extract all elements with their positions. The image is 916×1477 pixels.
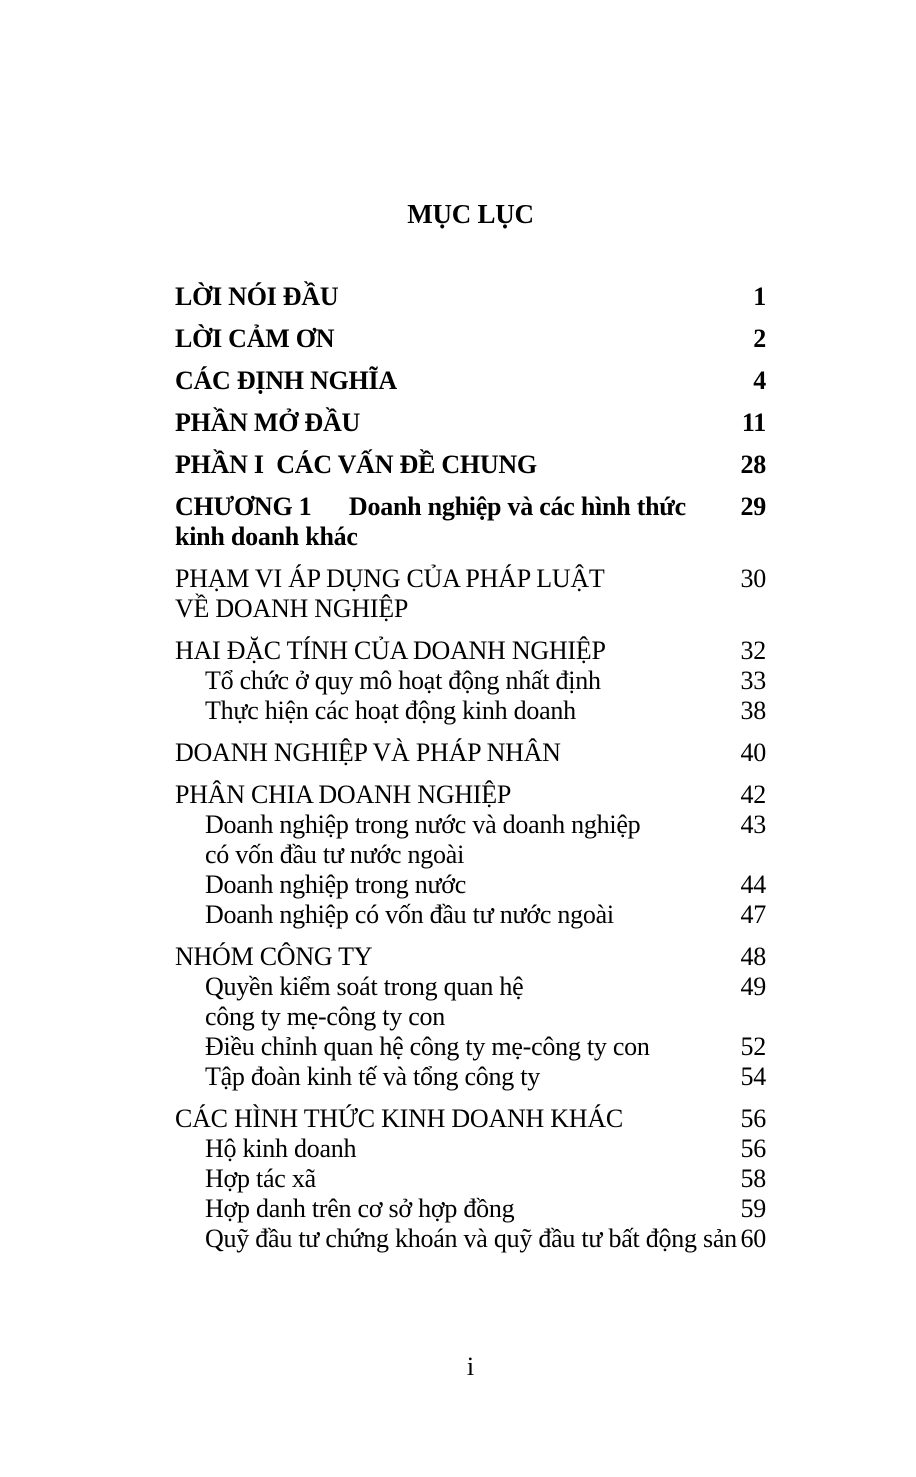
toc-entry-line: công ty mẹ-công ty con: [205, 1002, 445, 1031]
toc-entry-title: [175, 810, 714, 870]
toc-entry-page: 59: [740, 1194, 766, 1223]
toc-entry: [175, 1194, 766, 1224]
toc-entry-line: Doanh nghiệp trong nước và doanh nghiệp: [205, 810, 641, 839]
table-of-contents: [175, 197, 766, 1254]
toc-entry: [175, 1104, 766, 1134]
toc-entry-title: [175, 900, 714, 930]
toc-entry-line: VỀ DOANH NGHIỆP: [175, 594, 409, 623]
toc-entry: [175, 780, 766, 810]
toc-entry-title: [175, 696, 714, 726]
toc-entry: [175, 636, 766, 666]
toc-entry-page: 4: [753, 366, 766, 395]
toc-entry: [175, 900, 766, 930]
toc-entry-page: 43: [740, 810, 766, 839]
toc-entry-line: PHÂN CHIA DOANH NGHIỆP: [175, 780, 512, 809]
toc-entry: [175, 666, 766, 696]
toc-entry-line: Hộ kinh doanh: [205, 1134, 357, 1163]
toc-entry-title: [175, 1104, 714, 1134]
toc-entry-title: [175, 942, 714, 972]
toc-entry-title: [175, 1032, 714, 1062]
toc-entry: [175, 1224, 766, 1254]
toc-entry-line: NHÓM CÔNG TY: [175, 942, 373, 971]
toc-entry-line: Thực hiện các hoạt động kinh doanh: [205, 696, 576, 725]
toc-entry-line: Doanh nghiệp có vốn đầu tư nước ngoài: [205, 900, 614, 929]
toc-entry-line: có vốn đầu tư nước ngoài: [205, 840, 465, 869]
toc-entry-line: Quỹ đầu tư chứng khoán và quỹ đầu tư bất động sản: [205, 1224, 737, 1253]
toc-entry-page: 33: [740, 666, 766, 695]
toc-entry-page: 28: [740, 450, 766, 479]
toc-entry-line: CÁC HÌNH THỨC KINH DOANH KHÁC: [175, 1104, 623, 1133]
toc-entry-line: kinh doanh khác: [175, 522, 358, 551]
toc-entry-title: [175, 450, 714, 480]
toc-entry-line: Hợp danh trên cơ sở hợp đồng: [205, 1194, 515, 1223]
toc-entry-title: [175, 738, 714, 768]
toc-entry-page: 54: [740, 1062, 766, 1091]
toc-entry-page: 40: [740, 738, 766, 767]
toc-entry-page: 60: [740, 1224, 766, 1253]
toc-entry-line: LỜI CẢM ƠN: [175, 324, 335, 353]
toc-entry: [175, 282, 766, 312]
toc-entry-page: 32: [740, 636, 766, 665]
toc-list: [175, 282, 766, 1254]
toc-entry-line: DOANH NGHIỆP VÀ PHÁP NHÂN: [175, 738, 561, 767]
toc-entry: [175, 408, 766, 438]
toc-entry-page: 56: [740, 1134, 766, 1163]
toc-entry-page: 42: [740, 780, 766, 809]
toc-entry: [175, 942, 766, 972]
toc-entry-page: 44: [740, 870, 766, 899]
toc-entry: [175, 696, 766, 726]
toc-entry-line: PHẠM VI ÁP DỤNG CỦA PHÁP LUẬT: [175, 564, 605, 593]
toc-entry-title: [175, 1224, 737, 1254]
toc-entry-line: Quyền kiểm soát trong quan hệ: [205, 972, 524, 1001]
page-title: MỤC LỤC: [407, 199, 534, 229]
toc-entry: [175, 972, 766, 1032]
toc-entry-title: [175, 1194, 714, 1224]
toc-entry-line: Điều chỉnh quan hệ công ty mẹ-công ty con: [205, 1032, 650, 1061]
toc-entry: [175, 810, 766, 870]
toc-entry-title: [175, 1062, 714, 1092]
toc-entry-line: CÁC ĐỊNH NGHĨA: [175, 366, 397, 395]
toc-entry: [175, 1134, 766, 1164]
toc-entry-page: 2: [753, 324, 766, 353]
toc-entry: [175, 870, 766, 900]
toc-entry-line: Tập đoàn kinh tế và tổng công ty: [205, 1062, 540, 1091]
toc-entry: [175, 564, 766, 624]
toc-entry-title: [175, 972, 714, 1032]
toc-entry: [175, 1062, 766, 1092]
footer-page-number: i: [466, 1352, 475, 1381]
toc-entry-line: Hợp tác xã: [205, 1164, 316, 1193]
toc-entry-title: [175, 282, 714, 312]
toc-entry-title: [175, 492, 714, 552]
toc-entry-title: [175, 636, 714, 666]
toc-entry: [175, 738, 766, 768]
toc-entry-title: [175, 1134, 714, 1164]
toc-entry-page: 58: [740, 1164, 766, 1193]
toc-entry-line: CHƯƠNG 1 Doanh nghiệp và các hình thức: [175, 492, 686, 521]
toc-entry-line: Tổ chức ở quy mô hoạt động nhất định: [205, 666, 601, 695]
toc-entry: [175, 1164, 766, 1194]
toc-entry-page: 49: [740, 972, 766, 1001]
toc-entry-page: 56: [740, 1104, 766, 1133]
toc-entry-page: 38: [740, 696, 766, 725]
toc-entry-title: [175, 564, 714, 624]
toc-entry-page: 52: [740, 1032, 766, 1061]
toc-entry-title: [175, 666, 714, 696]
toc-entry: [175, 1032, 766, 1062]
toc-entry-title: [175, 780, 714, 810]
toc-entry-line: PHẦN I CÁC VẤN ĐỀ CHUNG: [175, 450, 537, 479]
toc-entry: [175, 492, 766, 552]
toc-entry-page: 48: [740, 942, 766, 971]
toc-entry-title: [175, 408, 714, 438]
toc-entry-line: LỜI NÓI ĐẦU: [175, 282, 339, 311]
toc-entry: [175, 450, 766, 480]
toc-entry: [175, 366, 766, 396]
toc-entry-line: HAI ĐẶC TÍNH CỦA DOANH NGHIỆP: [175, 636, 606, 665]
toc-entry-page: 29: [740, 492, 766, 521]
toc-entry-title: [175, 870, 714, 900]
toc-entry-page: 11: [741, 408, 766, 437]
toc-entry-title: [175, 1164, 714, 1194]
toc-entry-title: [175, 324, 714, 354]
toc-entry: [175, 324, 766, 354]
toc-entry-line: Doanh nghiệp trong nước: [205, 870, 467, 899]
toc-entry-page: 1: [753, 282, 766, 311]
toc-entry-page: 30: [740, 564, 766, 593]
toc-entry-title: [175, 366, 714, 396]
toc-entry-line: PHẦN MỞ ĐẦU: [175, 408, 361, 437]
toc-entry-page: 47: [740, 900, 766, 929]
